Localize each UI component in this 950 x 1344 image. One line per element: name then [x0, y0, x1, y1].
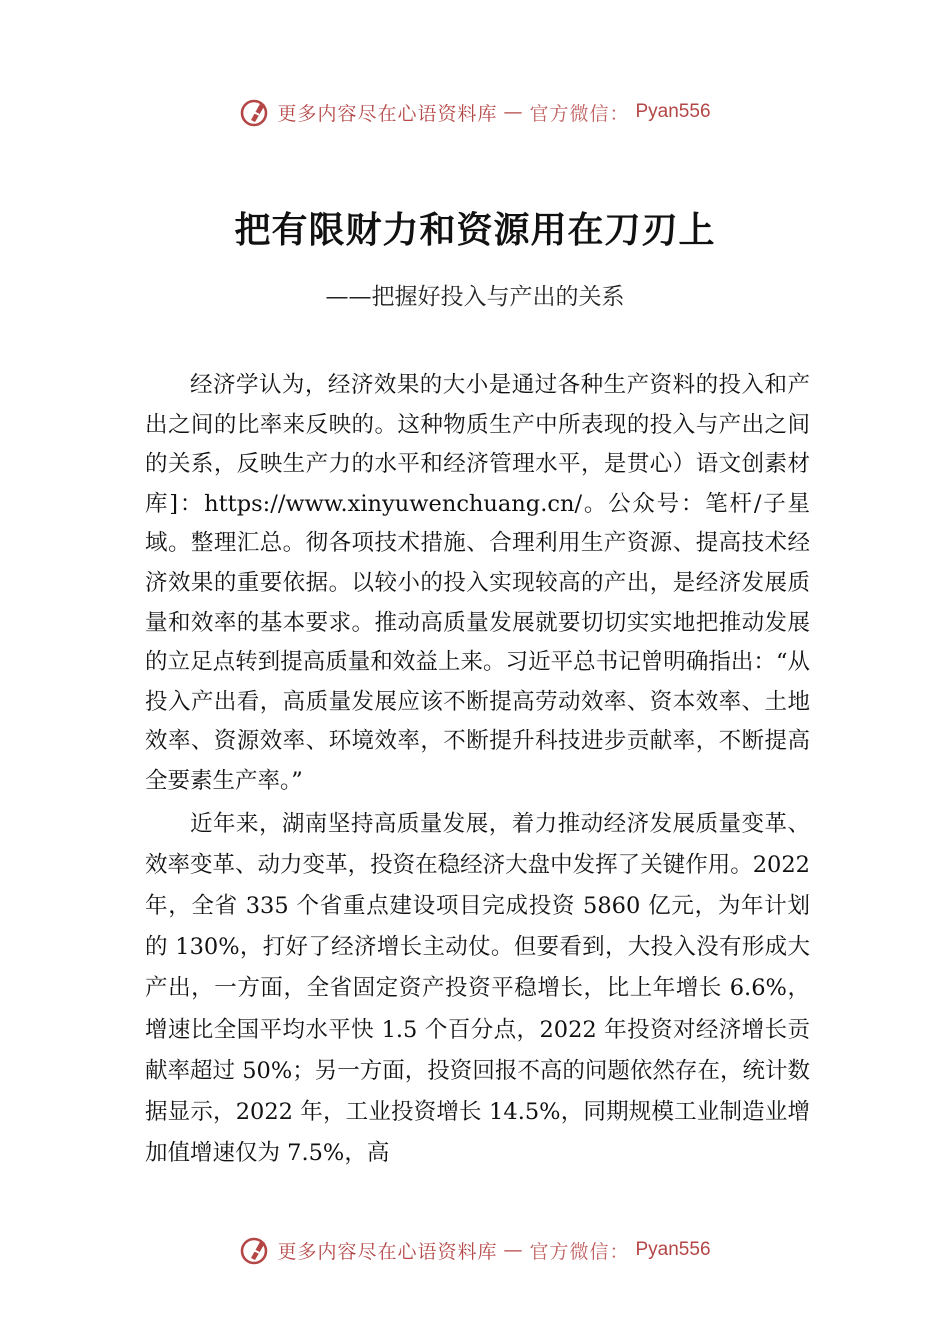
page-title: 把有限财力和资源用在刀刃上: [234, 210, 716, 251]
watermark-wechat-label: 官方微信：: [529, 1240, 630, 1263]
pen-nib-circle-logo-icon: [239, 1234, 271, 1266]
header-watermark: [0, 96, 950, 128]
pen-nib-circle-logo-icon: [239, 96, 271, 128]
paragraph-1: 经济学认为，经济效果的大小是通过各种生产资料的投入和产出之间的比率来反映的。这种物质生产中所表现的投入与产出之间的关系，反映生产力的水平和经济管理水平，是贯心）语文创素材库]：https://www.xinyuwenchuang.cn/。公众号：笔杆/子星域。整理汇总。彻各项技术措施、合理利用生产资源、提高技术经济效果的重要依据。以较小的投入实现较高的产出，是经济发展质量和效率的基本要求。推动高质量发展就要切切实实地把推动发展的立足点转到提高质量和效益上来。习近平总书记曾明确指出：“从投入产出看，高质量发展应该不断提高劳动效率、资本效率、土地效率、资源效率、环境效率，不断提升科技进步贡献率，不断提高全要素生产率。”: [145, 372, 810, 794]
page-subtitle: ——把握好投入与产出的关系: [325, 284, 625, 310]
watermark-wechat-id: Pyan556: [635, 1239, 711, 1260]
watermark-text: 更多内容尽在心语资料库: [277, 1240, 498, 1263]
footer-watermark: [0, 1234, 950, 1266]
watermark-separator: —: [503, 101, 524, 123]
watermark-text: 更多内容尽在心语资料库: [277, 102, 498, 125]
watermark-wechat-label: 官方微信：: [529, 102, 630, 125]
paragraph-2: 近年来，湖南坚持高质量发展，着力推动经济发展质量变革、效率变革、动力变革，投资在稳经济大盘中发挥了关键作用。2022 年，全省 335 个省重点建设项目完成投资 5860 亿元，为年计划的 130%，打好了经济增长主动仗。但要看到，大投入没有形成大产出，一方面，全省固定资产投资平稳增长，比上年增长 6.6%，增速比全国平均水平快 1.5 个百分点，2022 年投资对经济增长贡献率超过 50%；另一方面，投资回报不高的问题依然存在，统计数据显示，2022 年，工业投资增长 14.5%，同期规模工业制造业增加值增速仅为 7.5%，高: [145, 810, 810, 1167]
watermark-wechat-id: Pyan556: [635, 101, 711, 122]
article-body: [145, 366, 810, 1174]
watermark-separator: —: [503, 1239, 524, 1261]
